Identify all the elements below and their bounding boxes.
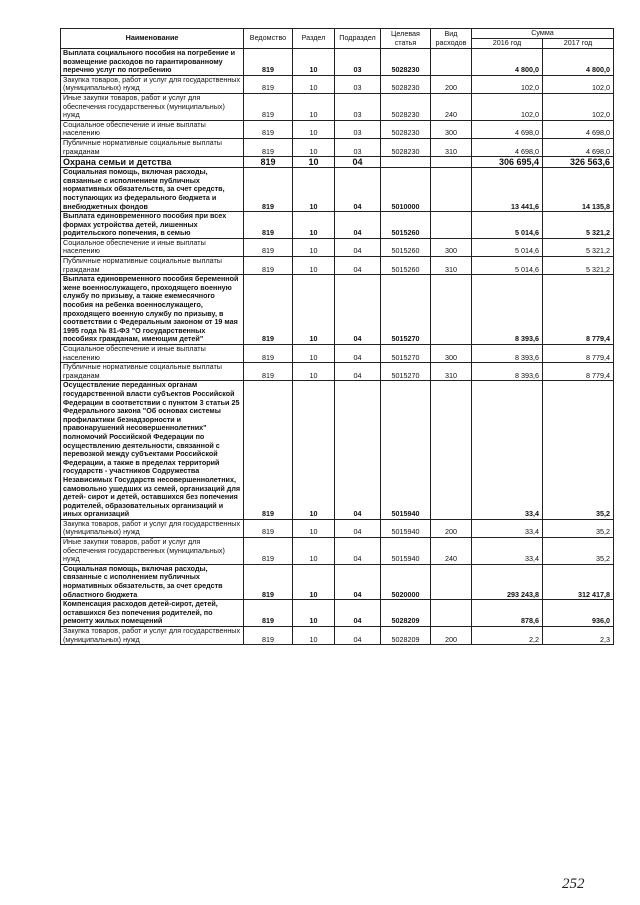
cell-vedomstvo: 819 (244, 49, 293, 76)
cell-sum-2017: 5 321,2 (543, 212, 614, 239)
cell-razdel: 10 (293, 238, 335, 256)
cell-celevaya-statya: 5010000 (381, 168, 431, 212)
cell-vedomstvo: 819 (244, 381, 293, 520)
cell-sum-2017: 8 779,4 (543, 275, 614, 345)
cell-vedomstvo: 819 (244, 168, 293, 212)
cell-razdel: 10 (293, 75, 335, 93)
cell-celevaya-statya: 5015940 (381, 381, 431, 520)
cell-sum-2016: 5 014,6 (472, 238, 543, 256)
cell-podrazdel: 04 (335, 538, 381, 565)
cell-vedomstvo: 819 (244, 120, 293, 138)
table-row (61, 93, 614, 120)
cell-razdel: 10 (293, 363, 335, 381)
cell-vid-rashodov: 240 (431, 93, 472, 120)
cell-sum-2016: 8 393,6 (472, 275, 543, 345)
cell-razdel: 10 (293, 275, 335, 345)
cell-sum-2016: 5 014,6 (472, 257, 543, 275)
header-2016: 2016 год (472, 39, 543, 49)
header-podrazdel: Подраздел (335, 29, 381, 49)
cell-sum-2017: 102,0 (543, 75, 614, 93)
cell-name: Социальная помощь, включая расходы, связанные с исполнением публичных нормативных обязательств, за счет средств областного бюджета (61, 564, 244, 599)
cell-name: Выплата единовременного пособия беременной жене военнослужащего, проходящего военную службу по призыву, а также ежемесячного пособия на ребенка военнослужащего, проходящего военную службу по призыву, в соответствии с Федеральным законом от 19 мая 1995 года № 81-ФЗ "О государственных пособиях гражданам, имеющим детей" (61, 275, 244, 345)
table-row (61, 363, 614, 381)
header-vid-rashodov: Вид расходов (431, 29, 472, 49)
cell-name: Социальное обеспечение и иные выплаты населению (61, 120, 244, 138)
cell-vid-rashodov (431, 381, 472, 520)
cell-vid-rashodov (431, 212, 472, 239)
cell-sum-2016: 8 393,6 (472, 363, 543, 381)
cell-sum-2016: 5 014,6 (472, 212, 543, 239)
cell-podrazdel: 04 (335, 564, 381, 599)
cell-celevaya-statya: 5028230 (381, 75, 431, 93)
cell-razdel: 10 (293, 257, 335, 275)
cell-razdel: 10 (293, 93, 335, 120)
cell-podrazdel: 04 (335, 275, 381, 345)
cell-vedomstvo: 819 (244, 363, 293, 381)
cell-podrazdel: 04 (335, 627, 381, 645)
cell-sum-2017: 8 779,4 (543, 345, 614, 363)
cell-vid-rashodov: 310 (431, 363, 472, 381)
cell-name: Иные закупки товаров, работ и услуг для обеспечения государственных (муниципальных) нужд (61, 93, 244, 120)
cell-vid-rashodov: 200 (431, 627, 472, 645)
cell-name: Публичные нормативные социальные выплаты гражданам (61, 257, 244, 275)
cell-sum-2017: 14 135,8 (543, 168, 614, 212)
cell-celevaya-statya: 5015260 (381, 238, 431, 256)
cell-vedomstvo: 819 (244, 93, 293, 120)
cell-razdel: 10 (293, 627, 335, 645)
cell-vid-rashodov (431, 49, 472, 76)
cell-vedomstvo: 819 (244, 519, 293, 537)
header-vedomstvo: Ведомство (244, 29, 293, 49)
cell-name: Осуществление переданных органам государственной власти субъектов Российской Федерации в соответствии с пунктом 3 статьи 25 Федерального закона "Об основах системы профилактики безнадзорности и правонарушений несовершеннолетних" полномочий Российской Федерации по осуществлению деятельности, связанной с перевозкой между субъектами Российской Федерации, а также в пределах территорий государств - участников Содружества Независимых Государств несовершеннолетних, самовольно ушедших из семей, организаций для детей- сирот и детей, оставшихся без попечения родителей, образовательных организаций и иных организаций (61, 381, 244, 520)
cell-podrazdel: 03 (335, 75, 381, 93)
cell-celevaya-statya: 5028230 (381, 120, 431, 138)
cell-sum-2017: 4 800,0 (543, 49, 614, 76)
cell-podrazdel: 04 (335, 519, 381, 537)
cell-sum-2016: 102,0 (472, 93, 543, 120)
cell-celevaya-statya: 5015260 (381, 257, 431, 275)
table-row (61, 627, 614, 645)
cell-celevaya-statya: 5028209 (381, 627, 431, 645)
cell-name: Закупка товаров, работ и услуг для государственных (муниципальных) нужд (61, 519, 244, 537)
cell-sum-2017: 5 321,2 (543, 238, 614, 256)
cell-name: Иные закупки товаров, работ и услуг для обеспечения государственных (муниципальных) нужд (61, 538, 244, 565)
cell-podrazdel: 04 (335, 381, 381, 520)
cell-sum-2016: 33,4 (472, 519, 543, 537)
cell-podrazdel: 03 (335, 120, 381, 138)
cell-vid-rashodov: 310 (431, 257, 472, 275)
cell-sum-2017: 35,2 (543, 519, 614, 537)
cell-sum-2016: 306 695,4 (472, 157, 543, 168)
cell-sum-2017: 8 779,4 (543, 363, 614, 381)
cell-vid-rashodov: 200 (431, 75, 472, 93)
table-row (61, 275, 614, 345)
cell-sum-2017: 5 321,2 (543, 257, 614, 275)
cell-razdel: 10 (293, 49, 335, 76)
cell-razdel: 10 (293, 381, 335, 520)
cell-razdel: 10 (293, 538, 335, 565)
table-row (61, 257, 614, 275)
cell-sum-2017: 102,0 (543, 93, 614, 120)
cell-podrazdel: 03 (335, 49, 381, 76)
cell-name: Социальная помощь, включая расходы, связанные с исполнением публичных нормативных обязательств, за счет средств, поступающих из федерального бюджета и внебюджетных фондов (61, 168, 244, 212)
cell-podrazdel: 04 (335, 238, 381, 256)
table-row (61, 538, 614, 565)
cell-vid-rashodov: 200 (431, 519, 472, 537)
cell-razdel: 10 (293, 212, 335, 239)
header-celevaya-statya: Целевая статья (381, 29, 431, 49)
cell-razdel: 10 (293, 564, 335, 599)
cell-vedomstvo: 819 (244, 600, 293, 627)
cell-name: Выплата социального пособия на погребение и возмещение расходов по гарантированному перечню услуг по погребению (61, 49, 244, 76)
cell-sum-2016: 13 441,6 (472, 168, 543, 212)
page-number: 252 (562, 876, 585, 892)
cell-vedomstvo: 819 (244, 75, 293, 93)
table-row (61, 75, 614, 93)
cell-celevaya-statya: 5015260 (381, 212, 431, 239)
cell-vid-rashodov: 310 (431, 138, 472, 156)
cell-celevaya-statya: 5015270 (381, 275, 431, 345)
header-summa: Сумма (472, 29, 614, 39)
header-razdel: Раздел (293, 29, 335, 49)
cell-vedomstvo: 819 (244, 538, 293, 565)
cell-sum-2016: 33,4 (472, 381, 543, 520)
cell-vid-rashodov: 300 (431, 120, 472, 138)
cell-razdel: 10 (293, 157, 335, 168)
cell-celevaya-statya: 5028209 (381, 600, 431, 627)
cell-podrazdel: 04 (335, 168, 381, 212)
cell-name: Социальное обеспечение и иные выплаты населению (61, 238, 244, 256)
cell-vid-rashodov: 300 (431, 345, 472, 363)
cell-podrazdel: 03 (335, 138, 381, 156)
cell-celevaya-statya: 5015270 (381, 345, 431, 363)
cell-celevaya-statya: 5015940 (381, 538, 431, 565)
cell-sum-2017: 936,0 (543, 600, 614, 627)
cell-vedomstvo: 819 (244, 257, 293, 275)
cell-vedomstvo: 819 (244, 627, 293, 645)
cell-vid-rashodov: 240 (431, 538, 472, 565)
cell-razdel: 10 (293, 519, 335, 537)
cell-vedomstvo: 819 (244, 275, 293, 345)
cell-name: Социальное обеспечение и иные выплаты населению (61, 345, 244, 363)
table-row (61, 600, 614, 627)
table-row (61, 345, 614, 363)
cell-sum-2017: 4 698,0 (543, 120, 614, 138)
cell-sum-2016: 4 800,0 (472, 49, 543, 76)
cell-celevaya-statya (381, 157, 431, 168)
cell-sum-2016: 102,0 (472, 75, 543, 93)
cell-celevaya-statya: 5028230 (381, 93, 431, 120)
cell-razdel: 10 (293, 120, 335, 138)
budget-table-sheet (60, 28, 613, 645)
cell-podrazdel: 04 (335, 212, 381, 239)
budget-table (60, 28, 614, 645)
cell-razdel: 10 (293, 138, 335, 156)
cell-vid-rashodov (431, 275, 472, 345)
table-row (61, 212, 614, 239)
table-row (61, 238, 614, 256)
cell-podrazdel: 03 (335, 93, 381, 120)
cell-podrazdel: 04 (335, 257, 381, 275)
cell-podrazdel: 04 (335, 363, 381, 381)
header-2017: 2017 год (543, 39, 614, 49)
cell-vedomstvo: 819 (244, 157, 293, 168)
cell-sum-2016: 878,6 (472, 600, 543, 627)
cell-sum-2016: 8 393,6 (472, 345, 543, 363)
table-row (61, 138, 614, 156)
cell-name: Закупка товаров, работ и услуг для государственных (муниципальных) нужд (61, 627, 244, 645)
cell-name: Публичные нормативные социальные выплаты гражданам (61, 138, 244, 156)
cell-name: Закупка товаров, работ и услуг для государственных (муниципальных) нужд (61, 75, 244, 93)
cell-podrazdel: 04 (335, 600, 381, 627)
cell-vid-rashodov: 300 (431, 238, 472, 256)
cell-razdel: 10 (293, 345, 335, 363)
cell-name: Охрана семьи и детства (61, 157, 244, 168)
cell-sum-2017: 2,3 (543, 627, 614, 645)
cell-celevaya-statya: 5028230 (381, 138, 431, 156)
table-row (61, 120, 614, 138)
cell-celevaya-statya: 5015940 (381, 519, 431, 537)
cell-celevaya-statya: 5020000 (381, 564, 431, 599)
cell-sum-2016: 4 698,0 (472, 120, 543, 138)
cell-vedomstvo: 819 (244, 238, 293, 256)
cell-name: Выплата единовременного пособия при всех формах устройства детей, лишенных родительского попечения, в семью (61, 212, 244, 239)
cell-vid-rashodov (431, 564, 472, 599)
cell-sum-2016: 33,4 (472, 538, 543, 565)
cell-vid-rashodov (431, 157, 472, 168)
cell-vedomstvo: 819 (244, 212, 293, 239)
cell-sum-2017: 35,2 (543, 538, 614, 565)
table-row (61, 381, 614, 520)
cell-razdel: 10 (293, 600, 335, 627)
cell-sum-2017: 312 417,8 (543, 564, 614, 599)
cell-celevaya-statya: 5028230 (381, 49, 431, 76)
cell-vid-rashodov (431, 168, 472, 212)
cell-vedomstvo: 819 (244, 138, 293, 156)
cell-sum-2016: 4 698,0 (472, 138, 543, 156)
cell-sum-2017: 326 563,6 (543, 157, 614, 168)
cell-vedomstvo: 819 (244, 564, 293, 599)
table-row (61, 168, 614, 212)
cell-name: Публичные нормативные социальные выплаты гражданам (61, 363, 244, 381)
header-name: Наименование (61, 29, 244, 49)
table-row (61, 564, 614, 599)
table-row (61, 519, 614, 537)
cell-sum-2016: 293 243,8 (472, 564, 543, 599)
cell-vedomstvo: 819 (244, 345, 293, 363)
cell-sum-2016: 2,2 (472, 627, 543, 645)
table-row (61, 49, 614, 76)
cell-celevaya-statya: 5015270 (381, 363, 431, 381)
cell-podrazdel: 04 (335, 157, 381, 168)
cell-razdel: 10 (293, 168, 335, 212)
cell-sum-2017: 35,2 (543, 381, 614, 520)
cell-podrazdel: 04 (335, 345, 381, 363)
cell-name: Компенсация расходов детей-сирот, детей, оставшихся без попечения родителей, по ремонту жилых помещений (61, 600, 244, 627)
cell-vid-rashodov (431, 600, 472, 627)
table-row (61, 157, 614, 168)
cell-sum-2017: 4 698,0 (543, 138, 614, 156)
